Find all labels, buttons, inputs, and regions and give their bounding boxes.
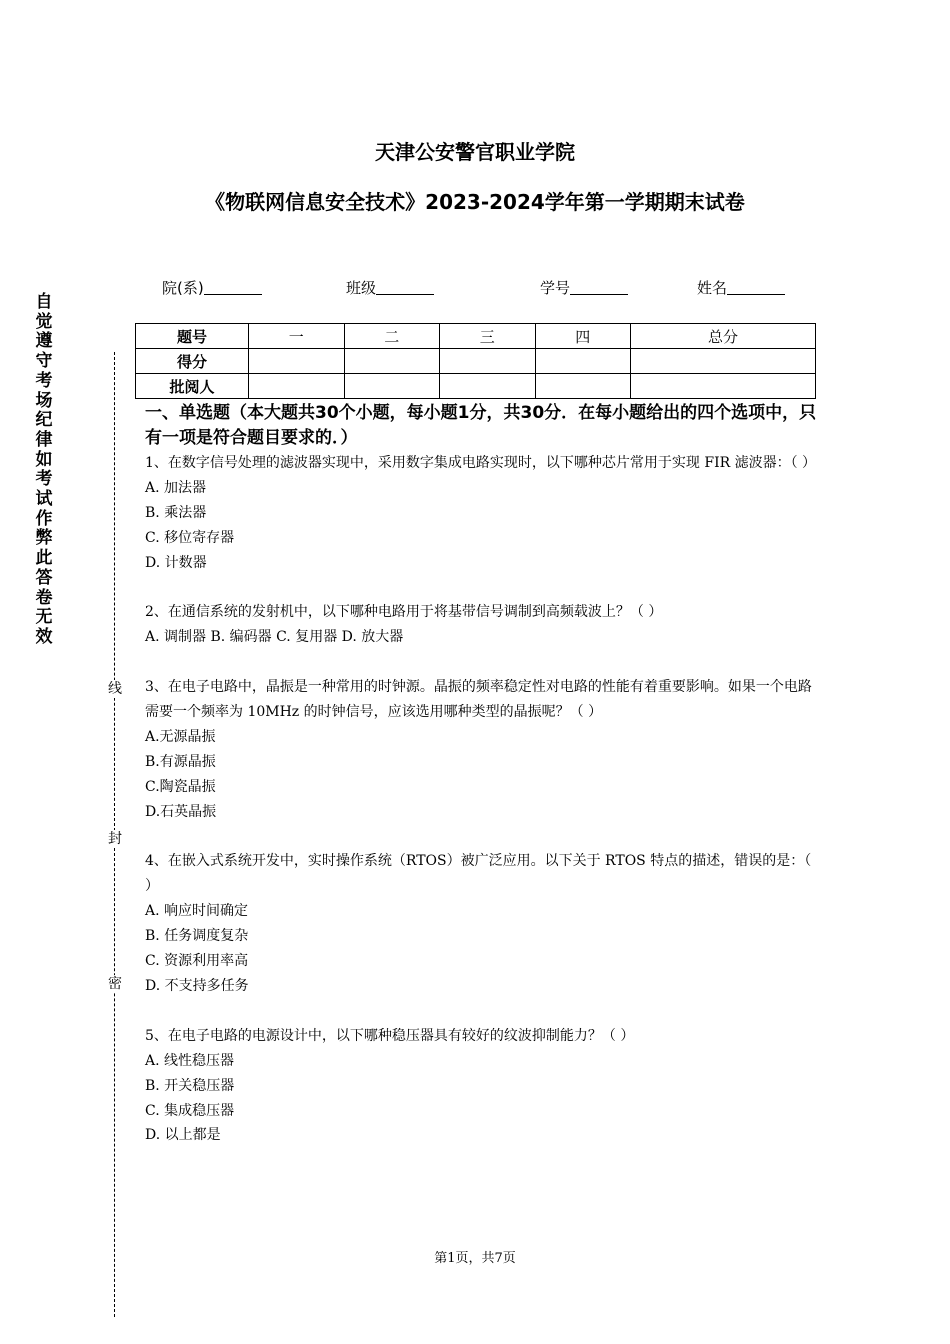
- score-row: [136, 349, 816, 374]
- info-name-blank: [727, 280, 785, 295]
- section-heading: 一、单选题（本大题共30个小题，每小题1分，共30分．在每小题给出的四个选项中，只有一项是符合题目要求的．）: [145, 403, 817, 448]
- question-option: A. 响应时间确定: [145, 903, 249, 920]
- cut-label-seal: 封: [108, 831, 122, 847]
- question-option: B. 任务调度复杂: [145, 928, 249, 945]
- question-option: D. 计数器: [145, 554, 207, 571]
- question-option: D. 不支持多任务: [145, 977, 249, 994]
- question-option: C.陶瓷晶振: [145, 778, 216, 795]
- question-stem: 1、在数字信号处理的滤波器实现中，采用数字集成电路实现时，以下哪种芯片常用于实现 FIR 滤波器：（ ）: [145, 455, 817, 471]
- question-option: A.无源晶振: [145, 728, 216, 745]
- info-student-id-blank: [570, 280, 628, 295]
- grader-cell: [440, 374, 536, 399]
- question-5: [145, 1024, 817, 1149]
- info-class: [346, 277, 434, 298]
- grader-row: [136, 374, 816, 399]
- question-stem: 2、在通信系统的发射机中，以下哪种电路用于将基带信号调制到高频载波上？（ ）: [145, 604, 663, 621]
- info-class-label: 班级: [346, 279, 377, 297]
- grader-cell: [631, 374, 816, 399]
- col-part-4: 四: [535, 324, 631, 349]
- question-3: [145, 675, 817, 824]
- info-department: [162, 277, 262, 298]
- question-stem: 3、在电子电路中，晶振是一种常用的时钟源。晶振的频率稳定性对电路的性能有着重要影响。如果一个电路需要一个频率为 10MHz 的时钟信号，应该选用哪种类型的晶振呢？（ ）: [145, 679, 812, 721]
- info-name: [697, 277, 785, 298]
- question-option: B.有源晶振: [145, 753, 216, 770]
- col-part-3: 三: [440, 324, 536, 349]
- row-grader-label: 批阅人: [136, 374, 249, 399]
- question-option: B. 乘法器: [145, 504, 207, 521]
- score-cell: [249, 349, 345, 374]
- grader-cell: [249, 374, 345, 399]
- question-option: C. 资源利用率高: [145, 953, 249, 970]
- cut-label-line: 线: [108, 681, 122, 697]
- score-cell: [440, 349, 536, 374]
- grader-cell: [535, 374, 631, 399]
- question-option: A. 调制器 B. 编码器 C. 复用器 D. 放大器: [145, 629, 404, 646]
- col-total: 总分: [631, 324, 816, 349]
- question-option: D. 以上都是: [145, 1127, 221, 1144]
- question-option: D.石英晶振: [145, 803, 217, 820]
- grader-cell: [344, 374, 440, 399]
- binding-warning: 自觉遵守考场纪律如考试作弊此答卷无效: [35, 292, 53, 647]
- info-name-label: 姓名: [697, 279, 728, 297]
- col-part-1: 一: [249, 324, 345, 349]
- info-student-id-label: 学号: [540, 279, 571, 297]
- score-table: [135, 323, 816, 399]
- cut-label-secret: 密: [108, 976, 122, 992]
- question-2: [145, 600, 817, 650]
- row-score-label: 得分: [136, 349, 249, 374]
- question-option: A. 加法器: [145, 479, 207, 496]
- page-footer: 第1页，共7页: [434, 1251, 516, 1266]
- question-1: [145, 451, 817, 576]
- question-list: [145, 451, 817, 1173]
- question-4: [145, 849, 817, 998]
- info-department-blank: [204, 280, 262, 295]
- school-name: 天津公安警官职业学院: [375, 140, 575, 164]
- score-cell: [535, 349, 631, 374]
- col-question-number: 题号: [136, 324, 249, 349]
- info-department-label: 院(系): [162, 279, 204, 297]
- col-part-2: 二: [344, 324, 440, 349]
- exam-title: 《物联网信息安全技术》2023-2024学年第一学期期末试卷: [205, 190, 745, 214]
- score-cell: [631, 349, 816, 374]
- question-option: A. 线性稳压器: [145, 1052, 235, 1069]
- score-table-header-row: [136, 324, 816, 349]
- question-option: C. 移位寄存器: [145, 529, 235, 546]
- info-class-blank: [376, 280, 434, 295]
- question-option: C. 集成稳压器: [145, 1102, 235, 1119]
- question-option: B. 开关稳压器: [145, 1077, 235, 1094]
- info-student-id: [540, 277, 628, 298]
- score-cell: [344, 349, 440, 374]
- question-stem: 5、在电子电路的电源设计中，以下哪种稳压器具有较好的纹波抑制能力？（ ）: [145, 1027, 635, 1044]
- question-stem: 4、在嵌入式系统开发中，实时操作系统（RTOS）被广泛应用。以下关于 RTOS 特点的描述，错误的是：（ ）: [145, 853, 812, 895]
